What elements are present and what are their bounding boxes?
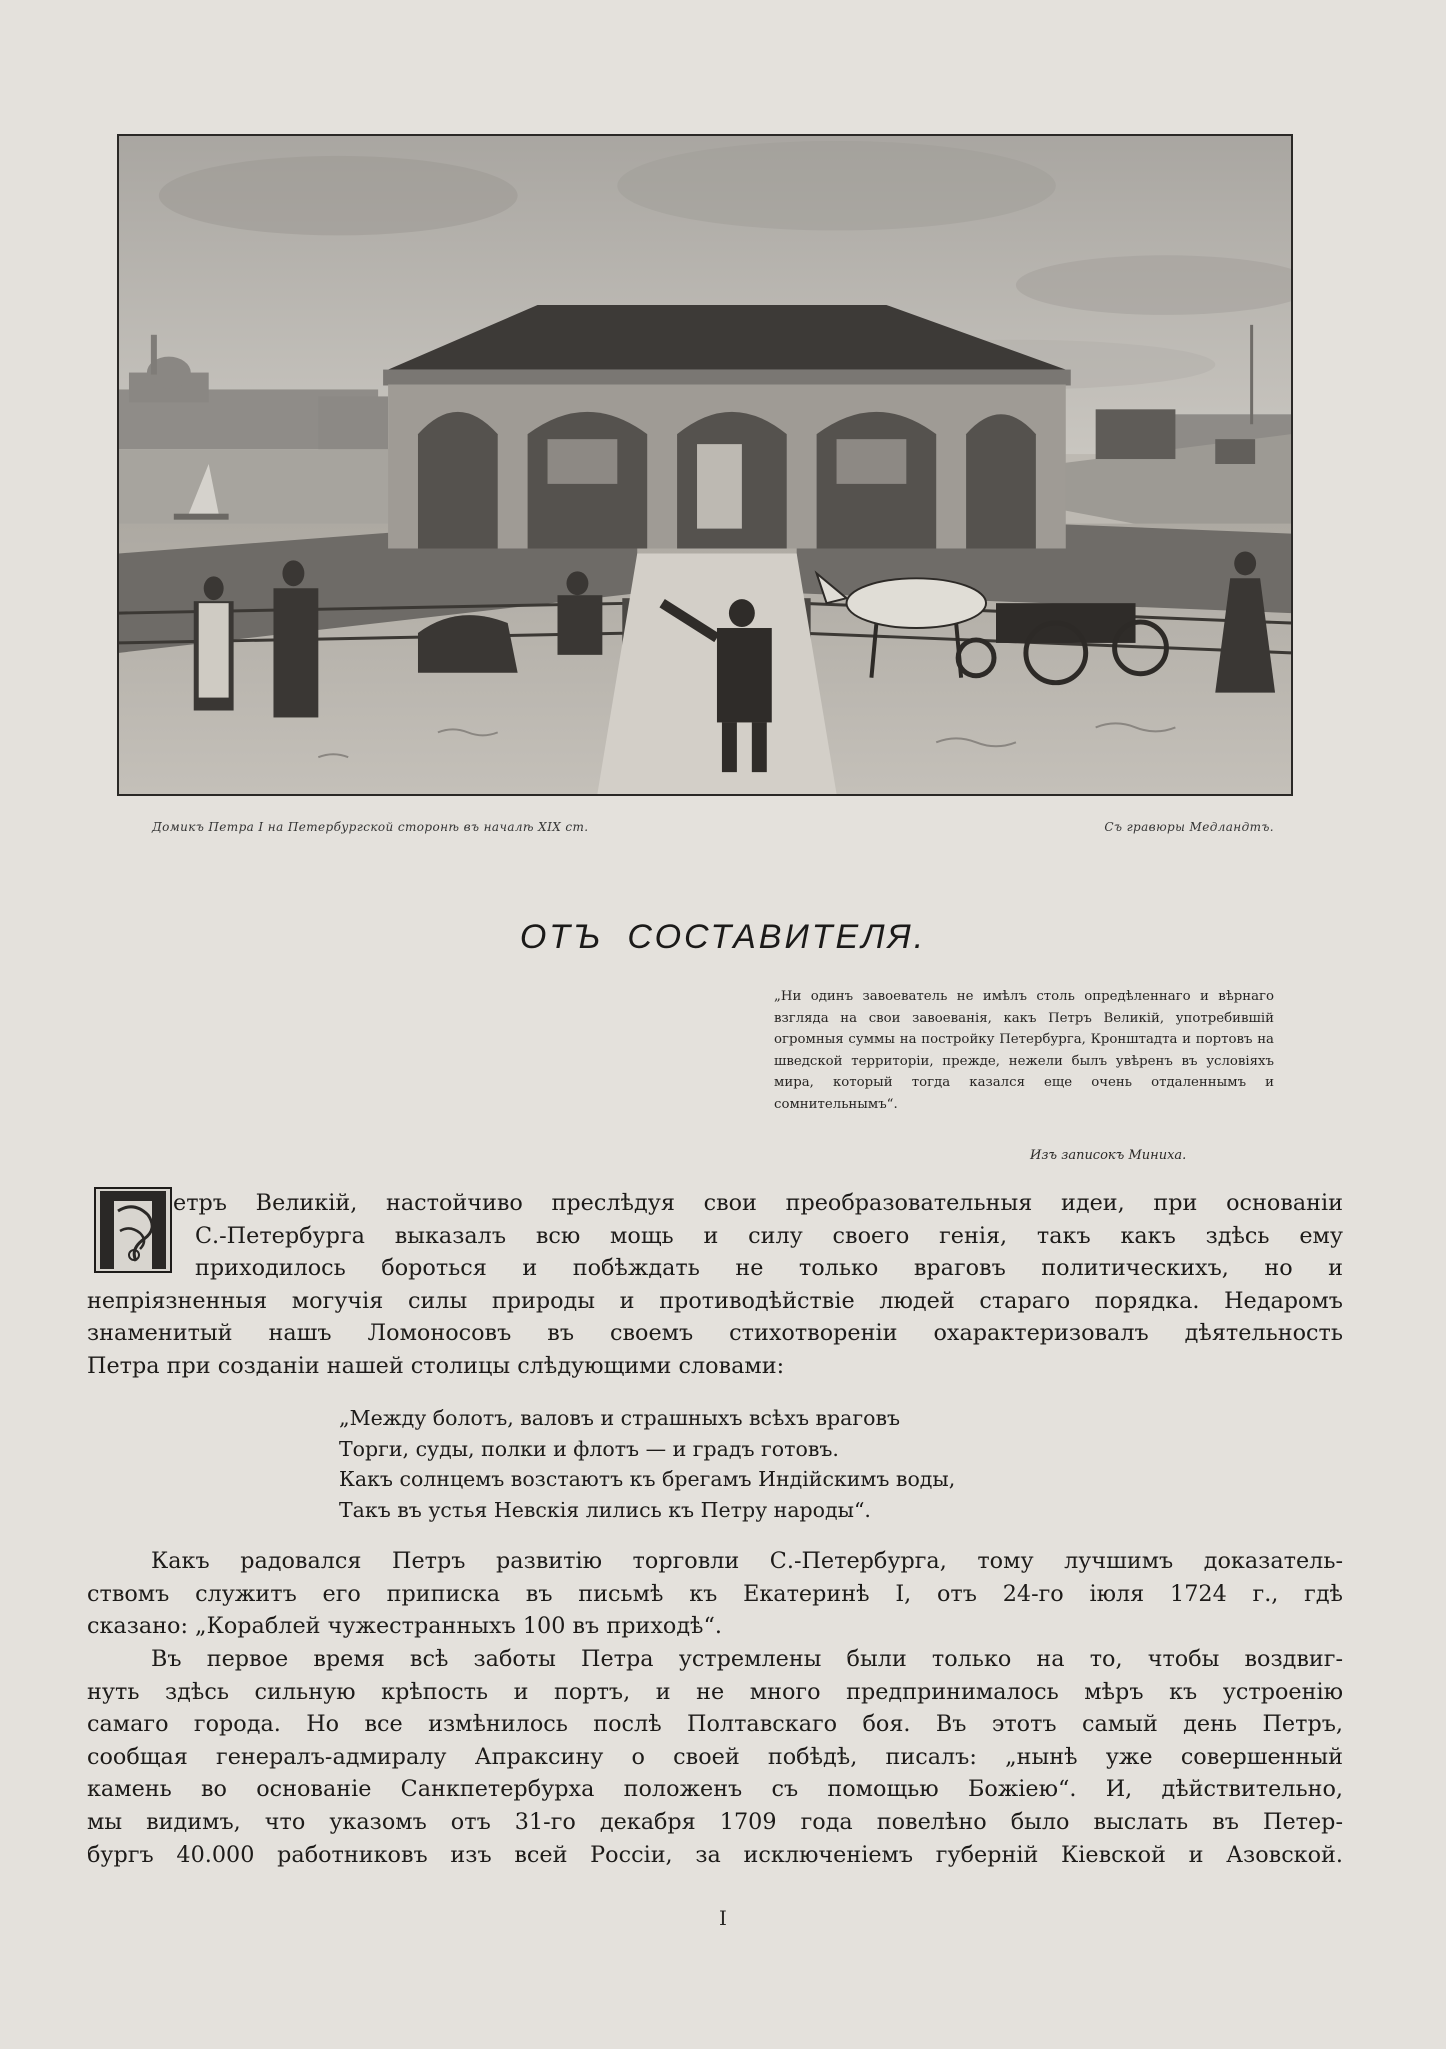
paragraph-2: [87, 1545, 1343, 1643]
paragraph-1-line: С.-Петербурга выказалъ всю мощь и силу своего генія, такъ какъ здѣсь ему: [195, 1222, 1343, 1249]
paragraph-3-line: сообщая генералъ-адмиралу Апраксину о своей побѣдѣ, писалъ: „нынѣ уже совершенный: [87, 1743, 1343, 1770]
paragraph-2-line: сказано: „Кораблей чужестранныхъ 100 въ приходѣ“.: [87, 1613, 722, 1640]
paragraph-3-line: камень во основаніе Санкпетербурха положенъ съ помощью Божіею“. И, дѣйствительно,: [87, 1776, 1343, 1803]
epigraph-source: Изъ записокъ Миниха.: [1030, 1148, 1187, 1163]
paragraph-3-line: бургъ 40.000 работниковъ изъ всей Россіи, за исключеніемъ губерній Кіевской и Азовской.: [87, 1841, 1343, 1868]
paragraph-1-line: непріязненныя могучія силы природы и противодѣйствіе людей стараго порядка. Недаромъ: [87, 1287, 1343, 1314]
paragraph-3-line: мы видимъ, что указомъ отъ 31-го декабря 1709 года повелѣно было выслать въ Петер-: [87, 1808, 1343, 1835]
paragraph-3: [87, 1643, 1343, 1871]
paragraph-1-line: знаменитый нашъ Ломоносовъ въ своемъ стихотвореніи охарактеризовалъ дѣятельность: [87, 1320, 1343, 1347]
paragraph-1-line: Петра при созданіи нашей столицы слѣдующими словами:: [87, 1352, 785, 1379]
section-title: [0, 918, 1446, 957]
page-number: I: [719, 1906, 727, 1930]
peter-house-engraving: [119, 136, 1291, 794]
paragraph-3-line: самаго города. Но все измѣнилось послѣ Полтавскаго боя. Въ этотъ самый день Петръ,: [87, 1711, 1343, 1738]
illustration-caption: Домикъ Петра I на Петербургской сторонѣ въ началѣ XIX ст.: [152, 820, 589, 834]
paragraph-3-line: нуть здѣсь сильную крѣпость и портъ, и не много предпринималось мѣръ къ устроенію: [87, 1678, 1343, 1705]
paragraph-1: [87, 1187, 1343, 1383]
verse-line: „Между болотъ, валовъ и страшныхъ всѣхъ враговъ: [339, 1406, 901, 1430]
paragraph-1-line: етръ Великій, настойчиво преслѣдуя свои преобразовательныя идеи, при основаніи: [173, 1190, 1343, 1216]
paragraph-2-line: Какъ радовался Петръ развитію торговли С.-Петербурга, тому лучшимъ доказатель-: [151, 1548, 1343, 1574]
engraving-illustration: [117, 134, 1293, 796]
verse-quote: [339, 1403, 955, 1525]
section-title-part1: ОТЪ: [519, 918, 604, 956]
illustration-credit: Съ гравюры Медландтъ.: [1104, 820, 1274, 834]
paragraph-3-line: Въ первое время всѣ заботы Петра устремлены были только на то, чтобы воздвиг-: [151, 1646, 1343, 1672]
paragraph-1-line: приходилось бороться и побѣждать не только враговъ политическихъ, но и: [195, 1255, 1343, 1282]
verse-line: Торги, суды, полки и флотъ — и градъ готовъ.: [339, 1436, 839, 1461]
verse-line: Такъ въ устья Невскія лились къ Петру народы“.: [339, 1497, 871, 1522]
paragraph-2-line: ствомъ служитъ его приписка въ письмѣ къ Екатеринѣ I, отъ 24-го іюля 1724 г., гдѣ: [87, 1580, 1343, 1607]
section-title-part2: СОСТАВИТЕЛЯ.: [627, 918, 927, 956]
verse-line: Какъ солнцемъ возстаютъ къ брегамъ Индійскимъ воды,: [339, 1467, 956, 1492]
epigraph-quote: „Ни одинъ завоеватель не имѣлъ столь опредѣленнаго и вѣрнаго взгляда на свои завоеванія, какъ Петръ Великій, употребившій огромныя суммы на постройку Петербурга, Кронштадта и портовъ на шведской территоріи, прежде, нежели былъ увѣренъ въ условіяхъ мира, который тогда казался еще очень отдаленнымъ и сомнительнымъ“.: [774, 989, 1274, 1112]
